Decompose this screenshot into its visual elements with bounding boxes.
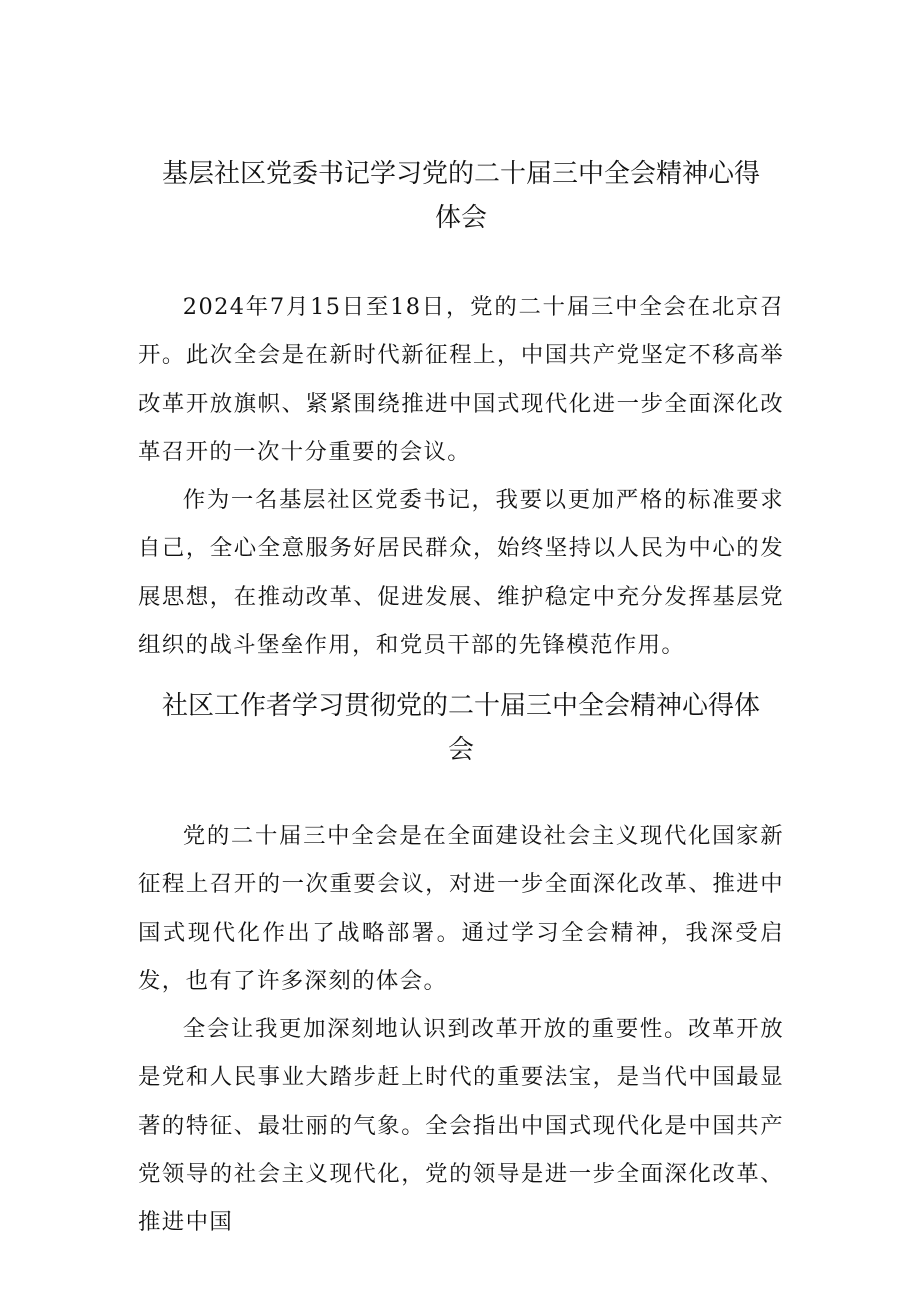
title-line-2: 会 [447, 735, 474, 765]
article-community-worker [138, 684, 784, 1247]
article-body [138, 283, 784, 669]
paragraph: 2024年7月15日至18日，党的二十届三中全会在北京召开。此次全会是在新时代新征程上，中国共产党坚定不移高举改革开放旗帜、紧紧围绕推进中国式现代化进一步全面深化改革召开的一次十分重要的会议。 [138, 294, 784, 465]
article-body [138, 812, 784, 1247]
article-title [138, 152, 784, 240]
title-line-1: 社区工作者学习贯彻党的二十届三中全会精神心得体 [161, 691, 760, 721]
article-community-party-secretary [138, 152, 784, 669]
article-title [138, 684, 784, 772]
paragraph: 党的二十届三中全会是在全面建设社会主义现代化国家新征程上召开的一次重要会议，对进一步全面深化改革、推进中国式现代化作出了战略部署。通过学习全会精神，我深受启发，也有了许多深刻的体会。 [138, 823, 784, 994]
paragraph: 作为一名基层社区党委书记，我要以更加严格的标准要求自己，全心全意服务好居民群众，始终坚持以人民为中心的发展思想，在推动改革、促进发展、维护稳定中充分发挥基层党组织的战斗堡垒作用，和党员干部的先锋模范作用。 [138, 487, 784, 659]
paragraph: 全会让我更加深刻地认识到改革开放的重要性。改革开放是党和人民事业大踏步赶上时代的重要法宝，是当代中国最显著的特征、最壮丽的气象。全会指出中国式现代化是中国共产党领导的社会主义现代化，党的领导是进一步全面深化改革、推进中国 [138, 1016, 784, 1236]
title-line-2: 体会 [434, 203, 487, 233]
title-line-1: 基层社区党委书记学习党的二十届三中全会精神心得 [161, 159, 760, 189]
